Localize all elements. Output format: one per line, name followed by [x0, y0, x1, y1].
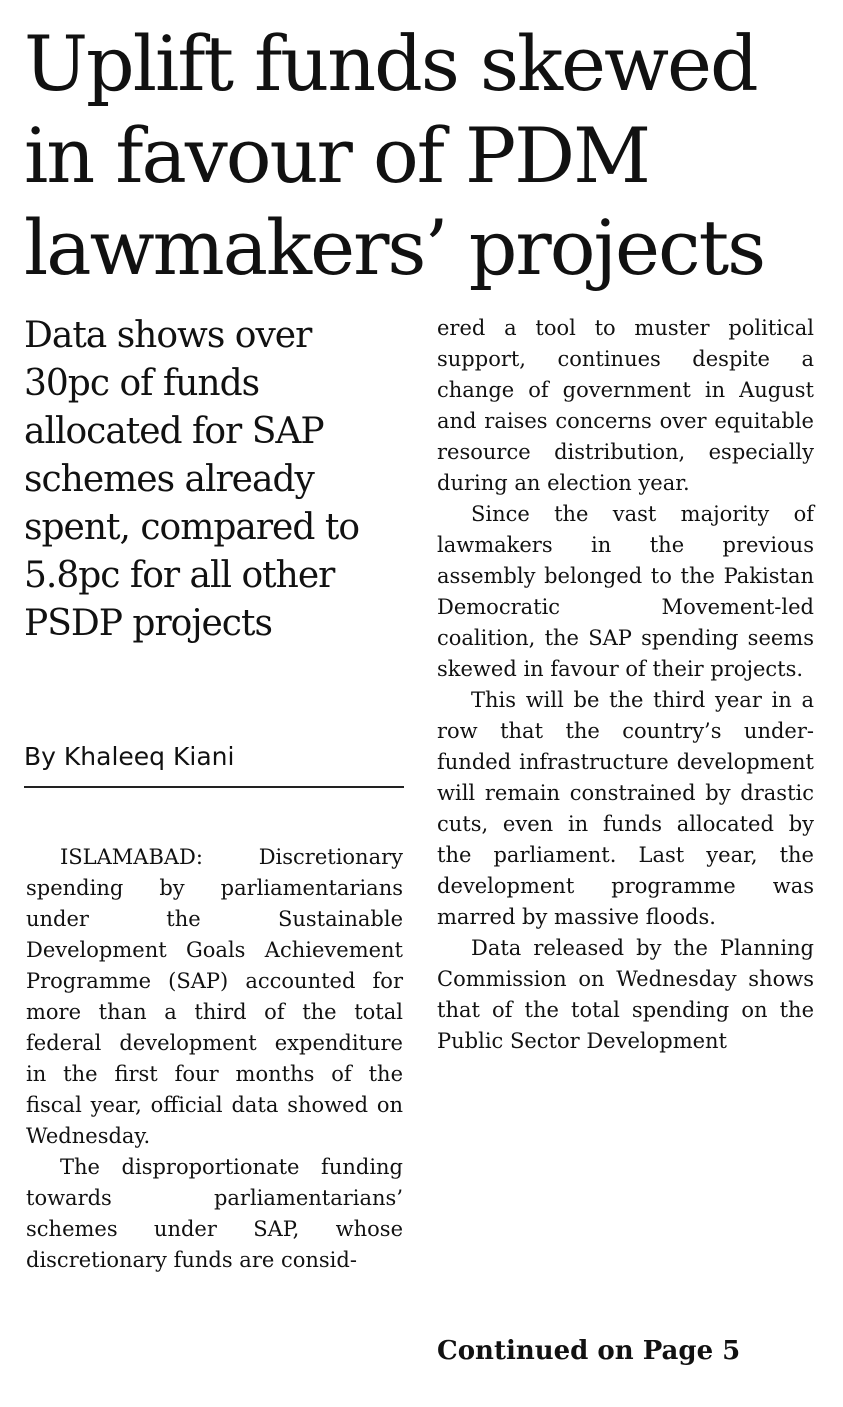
subheadline: Data shows over 30pc of funds allocated for SAP schemes already spent, compared to 5.8pc for all other PSDP projects: [24, 315, 359, 644]
continued-on-page-link[interactable]: Continued on Page 5: [437, 1336, 741, 1366]
article-paragraph: This will be the third year in a row that the country’s under-funded infrastructure development will remain constrained by drastic cuts, even in funds allocated by the parliament. Last year, the development programme was marred by massive floods.: [437, 688, 814, 929]
article-paragraph: Data released by the Planning Commission on Wednesday shows that of the total spending on the Public Sector Development: [437, 936, 814, 1053]
article-column-left: [26, 842, 403, 1276]
article-paragraph: ISLAMABAD: Discretionary spending by parliamentarians under the Sustainable Development Goals Achievement Programme (SAP) accounted for more than a third of the total federal development expenditure in the first four months of the fiscal year, official data showed on Wednesday.: [26, 845, 403, 1148]
byline: By Khaleeq Kiani: [24, 740, 404, 788]
article-paragraph: Since the vast majority of lawmakers in the previous assembly belonged to the Pakistan Democratic Movement-led coalition, the SAP spending seems skewed in favour of their projects.: [437, 502, 814, 681]
article-paragraph: The disproportionate funding towards parliamentarians’ schemes under SAP, whose discretionary funds are consid-: [26, 1155, 403, 1272]
article-column-right: [437, 313, 814, 1057]
article-paragraph: ered a tool to muster political support, continues despite a change of government in August and raises concerns over equitable resource distribution, especially during an election year.: [437, 316, 814, 495]
headline: Uplift funds skewed in favour of PDM lawmakers’ projects: [24, 19, 765, 292]
